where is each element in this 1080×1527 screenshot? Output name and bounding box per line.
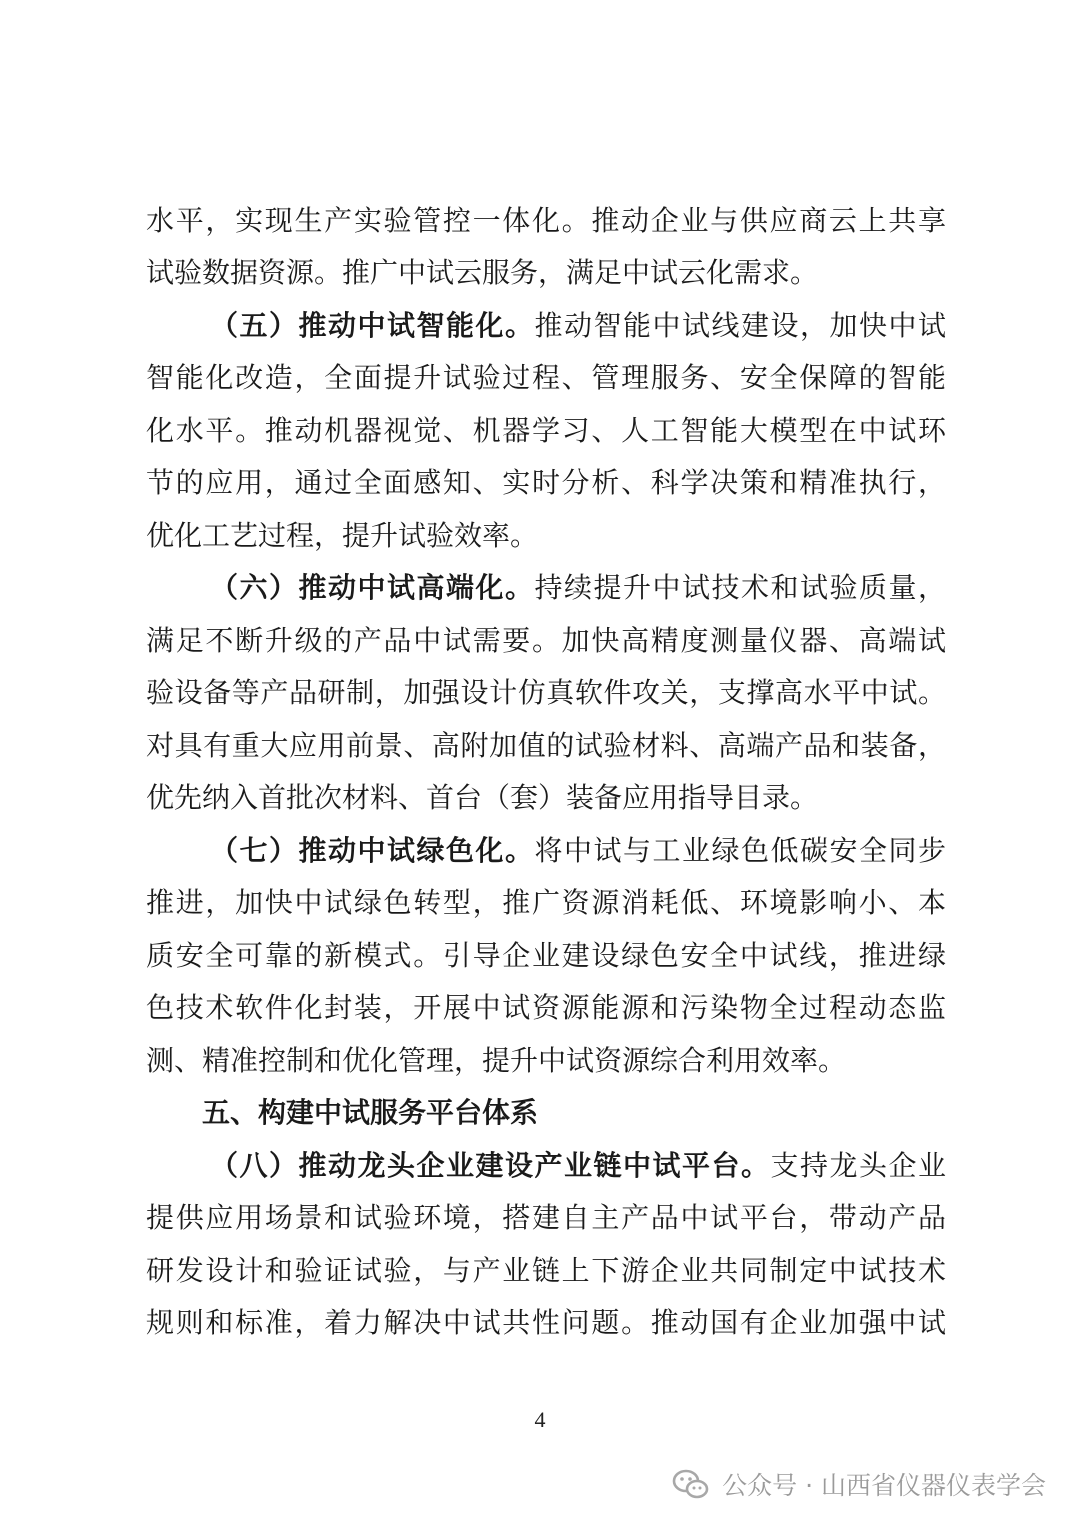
body-line: 节的应用，通过全面感知、实时分析、科学决策和精准执行， <box>146 466 946 499</box>
section-title-line: （六）推动中试高端化。持续提升中试技术和试验质量， <box>210 571 946 604</box>
body-line: 色技术软件化封装，开展中试资源能源和污染物全过程动态监 <box>146 991 946 1024</box>
section-title: （五）推动中试智能化。 <box>210 309 535 342</box>
section-title-line: （七）推动中试绿色化。将中试与工业绿色低碳安全同步 <box>210 834 946 867</box>
body-line: 智能化改造，全面提升试验过程、管理服务、安全保障的智能 <box>146 361 946 394</box>
body-line: 验设备等产品研制，加强设计仿真软件攻关，支撑高水平中试。 <box>146 676 946 709</box>
section-title-line: （八）推动龙头企业建设产业链中试平台。支持龙头企业 <box>210 1149 946 1182</box>
wechat-icon <box>672 1468 710 1500</box>
body-line: 优先纳入首批次材料、首台（套）装备应用指导目录。 <box>146 781 819 814</box>
body-line: 水平，实现生产实验管控一体化。推动企业与供应商云上共享 <box>146 204 946 237</box>
body-line: 化水平。推动机器视觉、机器学习、人工智能大模型在中试环 <box>146 414 946 447</box>
body-line: 满足不断升级的产品中试需要。加快高精度测量仪器、高端试 <box>146 624 946 657</box>
page-number: 4 <box>534 1407 546 1432</box>
body-line: 提供应用场景和试验环境，搭建自主产品中试平台，带动产品 <box>146 1201 946 1234</box>
body-line: 对具有重大应用前景、高附加值的试验材料、高端产品和装备， <box>146 729 946 762</box>
body-line: 优化工艺过程，提升试验效率。 <box>146 519 539 552</box>
section-title: （六）推动中试高端化。 <box>210 571 535 604</box>
body-line: 试验数据资源。推广中试云服务，满足中试云化需求。 <box>146 256 819 289</box>
body-line: 测、精准控制和优化管理，提升中试资源综合利用效率。 <box>146 1044 847 1077</box>
body-line: 质安全可靠的新模式。引导企业建设绿色安全中试线，推进绿 <box>146 939 946 972</box>
body-line: 研发设计和验证试验，与产业链上下游企业共同制定中试技术 <box>146 1254 946 1287</box>
body-line: 规则和标准，着力解决中试共性问题。推动国有企业加强中试 <box>146 1306 946 1339</box>
watermark-text: 公众号 · 山西省仪器仪表学会 <box>722 1471 1046 1500</box>
section-title-line: （五）推动中试智能化。推动智能中试线建设，加快中试 <box>210 309 946 342</box>
chapter-heading: 五、构建中试服务平台体系 <box>202 1096 539 1129</box>
section-title: （七）推动中试绿色化。 <box>210 834 535 867</box>
wechat-watermark <box>672 1462 1046 1506</box>
section-title: （八）推动龙头企业建设产业链中试平台。 <box>210 1149 771 1182</box>
body-line: 推进，加快中试绿色转型，推广资源消耗低、环境影响小、本 <box>146 886 946 919</box>
